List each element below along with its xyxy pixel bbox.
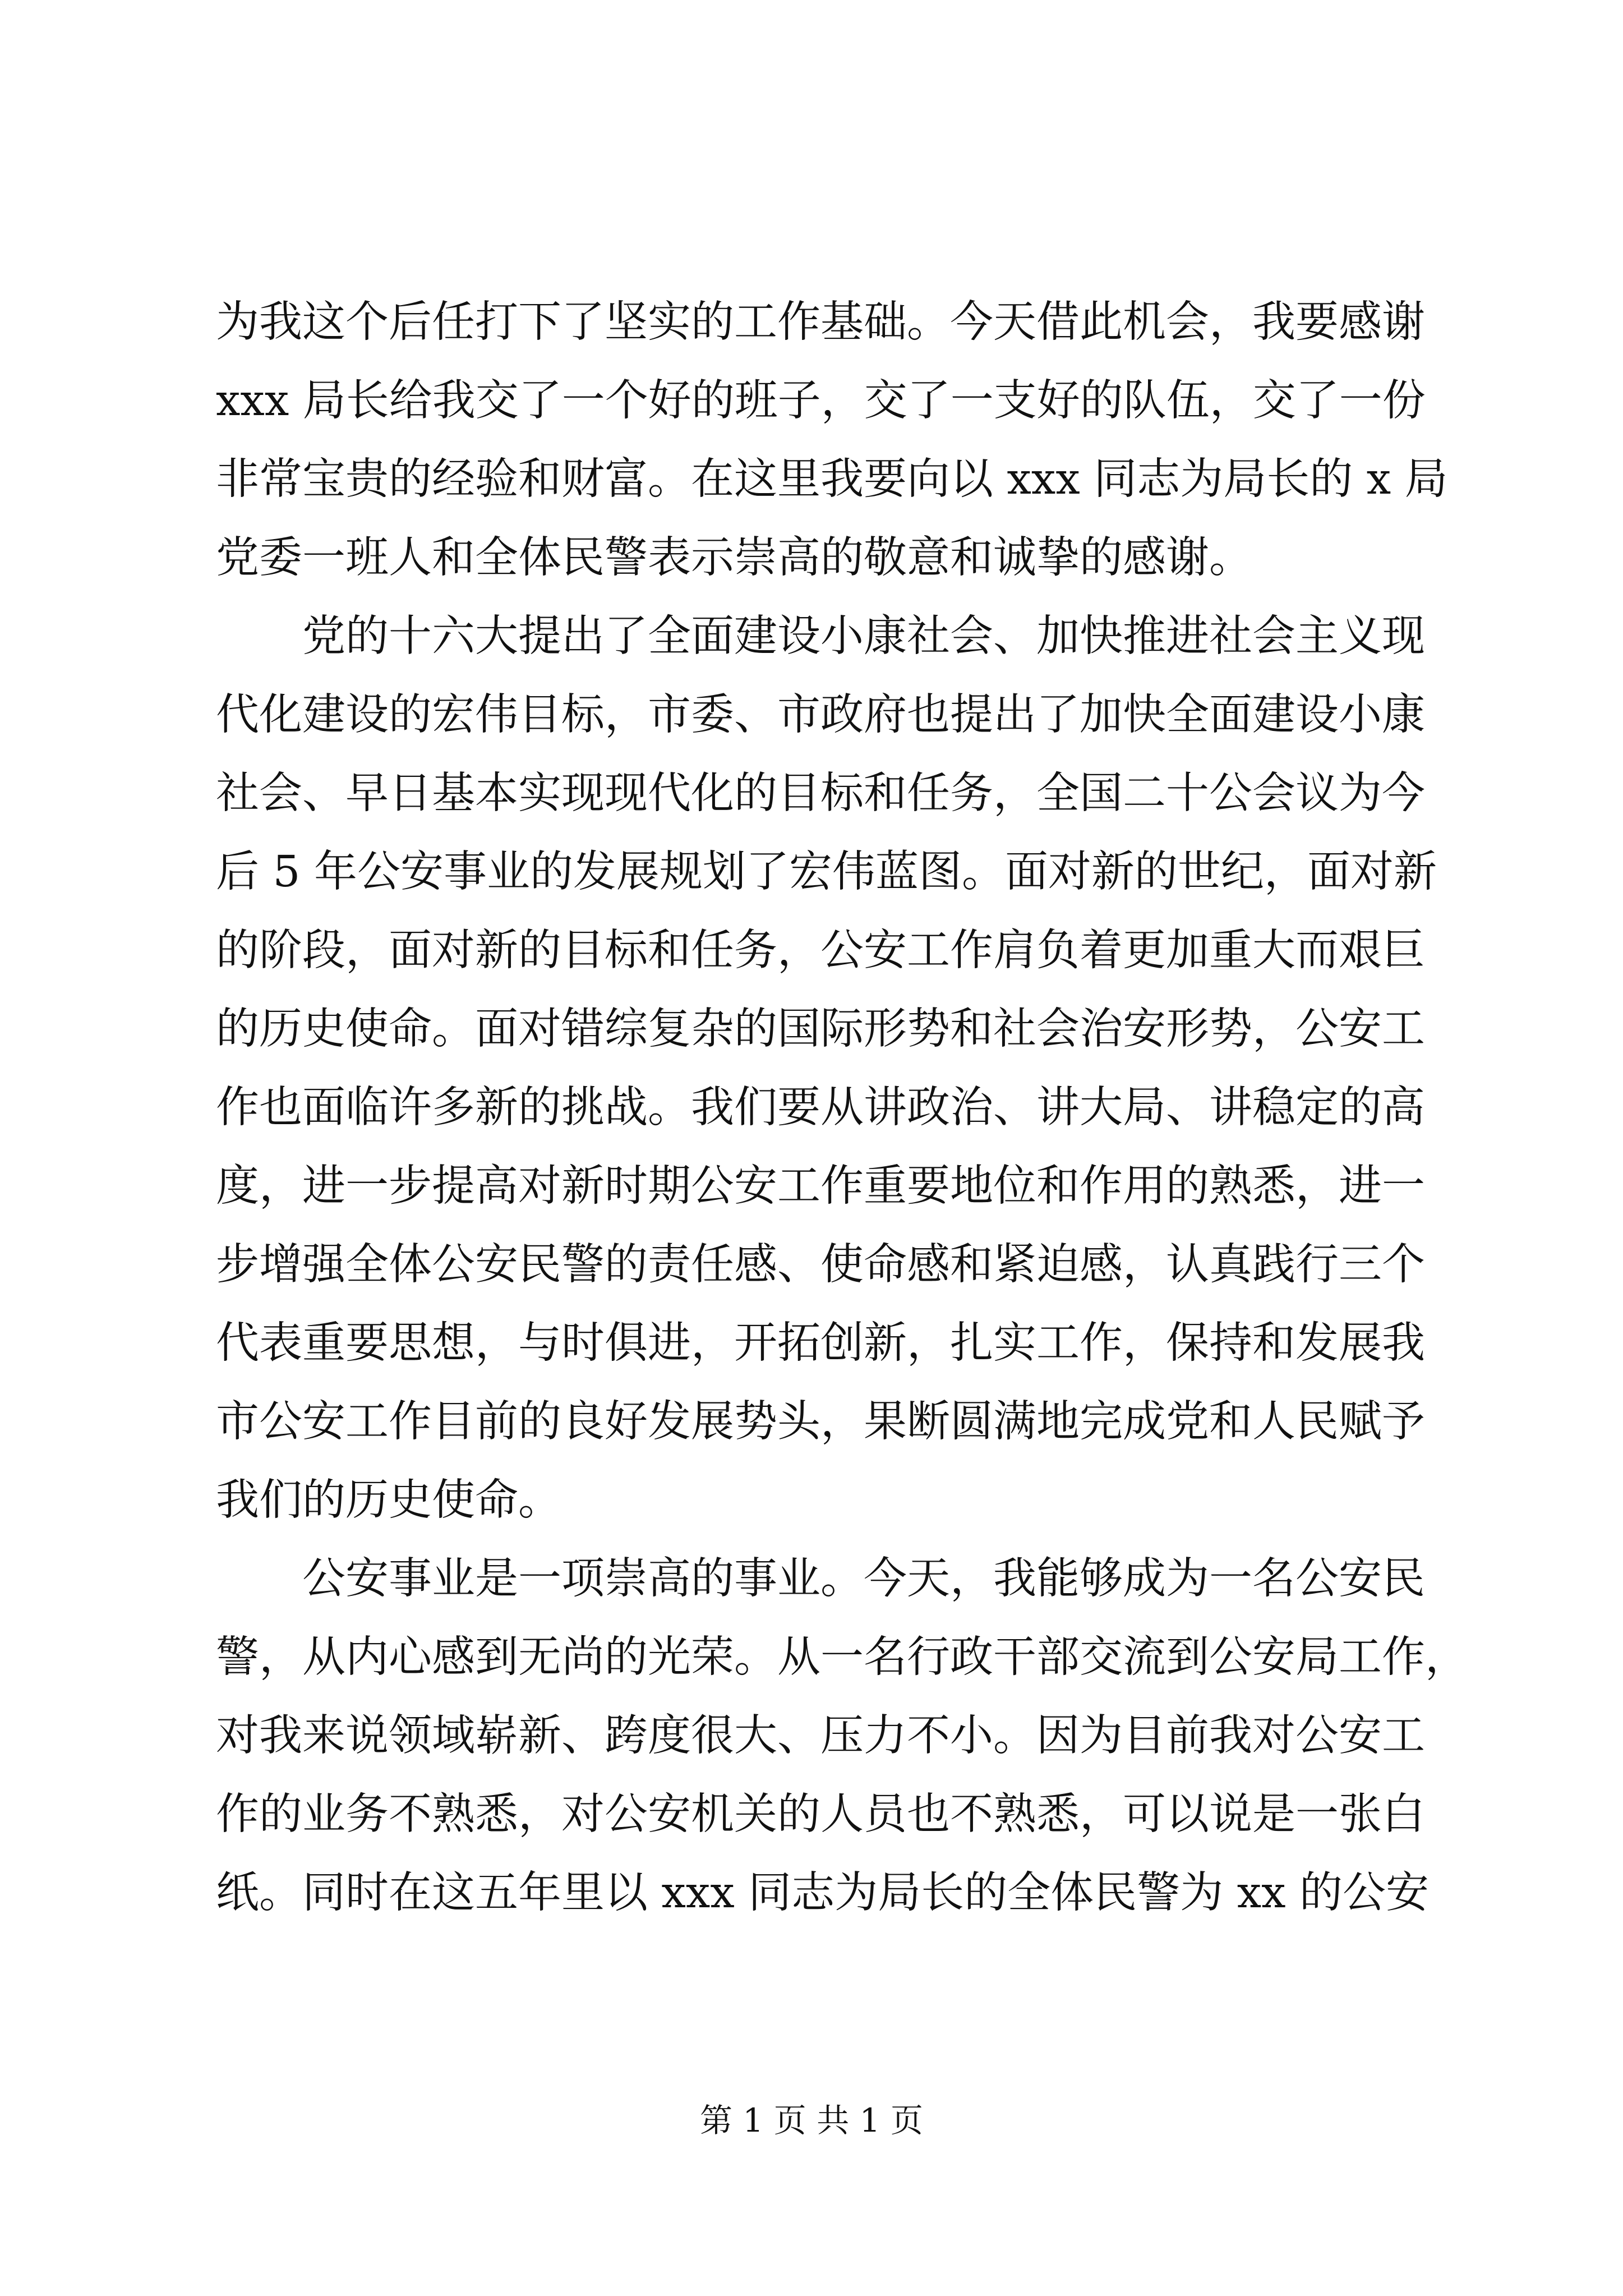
text-line: 的阶段，面对新的目标和任务，公安工作肩负着更加重大而艰巨 xyxy=(216,926,1425,976)
text-line: 非常宝贵的经验和财富。在这里我要向以 xxx 同志为局长的 x 局 xyxy=(216,454,1448,504)
paragraph-first-line: 公安事业是一项崇高的事业。今天，我能够成为一名公安民 xyxy=(302,1554,1425,1604)
text-line: 后 5 年公安事业的发展规划了宏伟蓝图。面对新的世纪，面对新 xyxy=(216,847,1437,897)
text-line: 代表重要思想，与时俱进，开拓创新，扎实工作，保持和发展我 xyxy=(216,1318,1425,1368)
text-line: 纸。同时在这五年里以 xxx 同志为局长的全体民警为 xx 的公安 xyxy=(216,1868,1430,1918)
text-line: 社会、早日基本实现现代化的目标和任务，全国二十公会议为今 xyxy=(216,769,1425,818)
text-line: 党委一班人和全体民警表示崇高的敬意和诚挚的感谢。 xyxy=(216,533,1252,583)
text-line: 度，进一步提高对新时期公安工作重要地位和作用的熟悉，进一 xyxy=(216,1161,1425,1211)
page-number-footer: 第 1 页 共 1 页 xyxy=(700,2101,923,2139)
text-line: 作也面临许多新的挑战。我们要从讲政治、讲大局、讲稳定的高 xyxy=(216,1083,1425,1133)
text-line: xxx 局长给我交了一个好的班子，交了一支好的队伍，交了一份 xyxy=(216,376,1426,426)
text-line: 我们的历史使命。 xyxy=(216,1475,561,1525)
text-line: 警，从内心感到无尚的光荣。从一名行政干部交流到公安局工作， xyxy=(216,1632,1468,1682)
paragraph-first-line: 党的十六大提出了全面建设小康社会、加快推进社会主义现 xyxy=(302,611,1425,661)
text-line: 步增强全体公安民警的责任感、使命感和紧迫感，认真践行三个 xyxy=(216,1240,1425,1290)
text-line: 对我来说领域崭新、跨度很大、压力不小。因为目前我对公安工 xyxy=(216,1711,1425,1761)
text-line: 作的业务不熟悉，对公安机关的人员也不熟悉，可以说是一张白 xyxy=(216,1789,1425,1839)
text-line: 为我这个后任打下了坚实的工作基础。今天借此机会，我要感谢 xyxy=(216,297,1425,347)
text-line: 市公安工作目前的良好发展势头，果断圆满地完成党和人民赋予 xyxy=(216,1397,1425,1447)
text-line: 的历史使命。面对错综复杂的国际形势和社会治安形势，公安工 xyxy=(216,1004,1425,1054)
text-line: 代化建设的宏伟目标，市委、市政府也提出了加快全面建设小康 xyxy=(216,690,1425,740)
